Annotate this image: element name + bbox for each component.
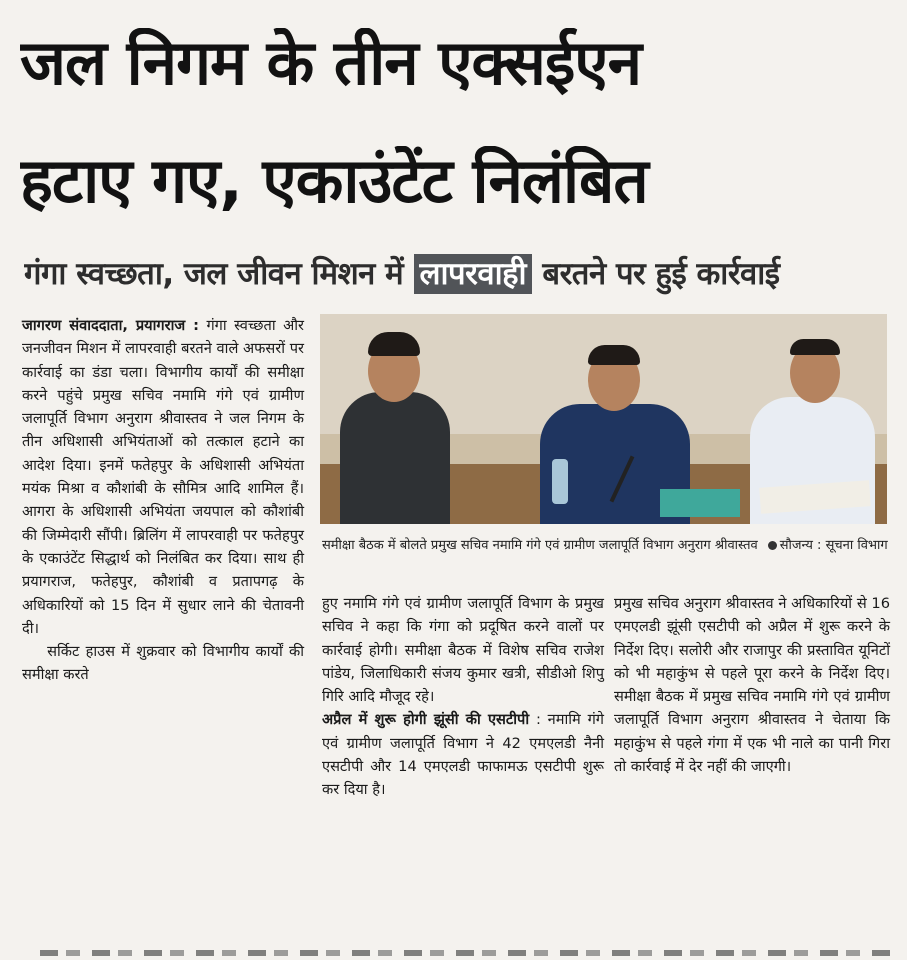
byline: जागरण संवाददाता, प्रयागराज : [22,317,199,334]
lead-text: गंगा स्वच्छता और जनजीवन मिशन में लापरवाही बरतने वाले अफसरों पर कार्रवाई का डंडा चला। विभागीय कार्यों की समीक्षा करने पहुंचे प्रमुख सचिव नमामि गंगे एवं ग्रामीण जलापूर्ति विभाग अनुराग श्रीवास्तव ने जल निगम के तीन अधिशासी अभियंताओं को तत्काल हटाने का आदेश दिया। इनमें फतेहपुर के अधिशासी अभियंता मयंक मिश्रा व कौशांबी के सौमित्र आदि शामिल हैं। आगरा के अधिशासी अभियंता जयपाल को कौशांबी की जिम्मेदारी सौंपी। ब्रिलिंग में लापरवाही पर फतेहपुर के एकाउंटेंट सिद्धार्थ को निलंबित कर दिया। साथ ही प्रयागराज, फतेहपुर, कौशांबी व प्रतापगढ़ के अधिकारियों को 15 दिन में सुधार लाने की चेतावनी दी। [22,317,304,637]
tissue-box [660,489,740,517]
headline-line-1: जल निगम के तीन एक्सईएन [20,28,642,98]
page-bottom-rule [40,950,890,956]
water-bottle [552,459,568,504]
article-column-3 [614,592,890,778]
photo-credit: सौजन्य : सूचना विभाग [779,538,888,553]
lead-paragraph [22,314,304,640]
paragraph-text: सर्किट हाउस में शुक्रवार को विभागीय कार्यों की समीक्षा करते [22,643,304,684]
news-photo [320,314,887,524]
paragraph: प्रमुख सचिव अनुराग श्रीवास्तव ने अधिकारियों से 16 एमएलडी झूंसी एसटीपी को अप्रैल में शुरू करने के निर्देश दिए। सलोरी और राजापुर की प्रस्तावित यूनिटों को भी महाकुंभ से पहले पूरा करने के निर्देश दिए। समीक्षा बैठक में प्रमुख सचिव नमामि गंगे एवं ग्रामीण जलापूर्ति विभाग अनुराग श्रीवास्तव ने चेताया कि महाकुंभ से पहले गंगा में एक भी नाले का पानी गिरा तो कार्रवाई में देर नहीं की जाएगी। [614,595,890,776]
section-subheadline: अप्रैल में शुरू होगी झूंसी की एसटीपी [322,711,530,729]
photo-caption [322,534,888,558]
paragraph [22,640,304,687]
photo-person-left [340,332,450,524]
paragraph-text: : नमामि गंगे एवं ग्रामीण जलापूर्ति विभाग ने 42 एमएलडी नैनी एसटीपी और 14 एमएलडी फाफामऊ एसटीपी शुरू कर दिया है। [322,711,605,799]
article-column-2 [322,592,604,802]
caption-text: समीक्षा बैठक में बोलते प्रमुख सचिव नमामि गंगे एवं ग्रामीण जलापूर्ति विभाग अनुराग श्रीवास्तव [322,538,758,553]
paragraph [322,708,604,801]
subheadline [24,250,894,298]
bullet-icon [768,541,777,550]
article-column-1 [22,314,304,687]
subheadline-text-end: बरतने पर हुई कार्रवाई [542,256,780,292]
subheadline-text: गंगा स्वच्छता, जल जीवन मिशन में [24,256,404,292]
headline-line-2: हटाए गए, एकाउंटेंट निलंबित [20,146,648,216]
paragraph: हुए नमामि गंगे एवं ग्रामीण जलापूर्ति विभाग के प्रमुख सचिव ने कहा कि गंगा को प्रदूषित करने वालों पर कार्रवाई होगी। समीक्षा बैठक में विशेष सचिव राजेश पांडेय, जिलाधिकारी संजय कुमार खत्री, सीडीओ शिपु गिरि आदि मौजूद रहे। [322,595,604,706]
subheadline-highlight: लापरवाही [414,254,533,294]
